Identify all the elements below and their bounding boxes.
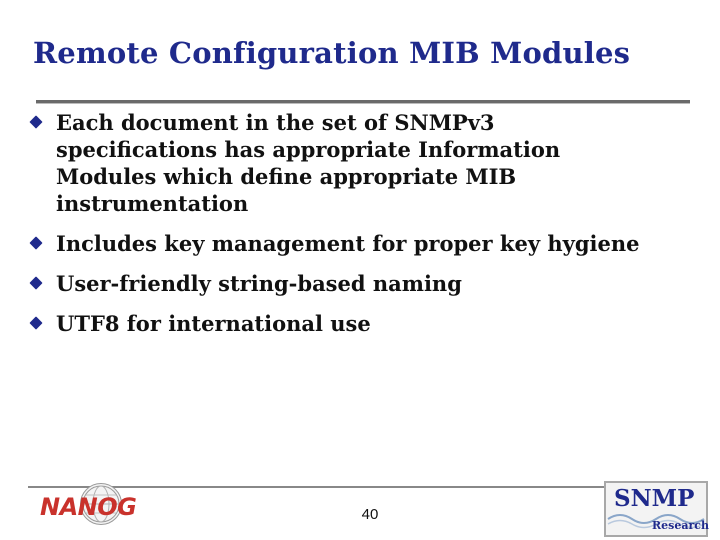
title-divider [36,100,690,103]
nanog-logo [40,483,150,527]
bullet-text: Each document in the set of SNMPv3 specifications has appropriate Information Modules which define appropriate MIB instrumentation [56,110,561,216]
bullet-item [30,230,700,257]
diamond-bullet-icon [29,276,42,289]
snmp-logo-text: SNMP [614,485,695,512]
diamond-bullet-icon [29,316,42,329]
diamond-bullet-icon [29,115,42,128]
slide-title: Remote Configuration MIB Modules [33,36,631,70]
bullet-item [30,310,700,337]
page-number: 40 [361,506,379,523]
nanog-logo-text: NANOG [40,493,137,521]
snmp-logo-subtext: Research [652,519,709,532]
bullet-item [30,109,700,217]
bullet-item [30,270,700,297]
bullet-text: Includes key management for proper key hygiene [56,231,640,256]
bullet-text: UTF8 for international use [56,311,371,336]
diamond-bullet-icon [29,236,42,249]
bullet-text: User-friendly string-based naming [56,271,462,296]
snmp-research-logo [604,481,708,537]
bullet-list [30,109,700,350]
